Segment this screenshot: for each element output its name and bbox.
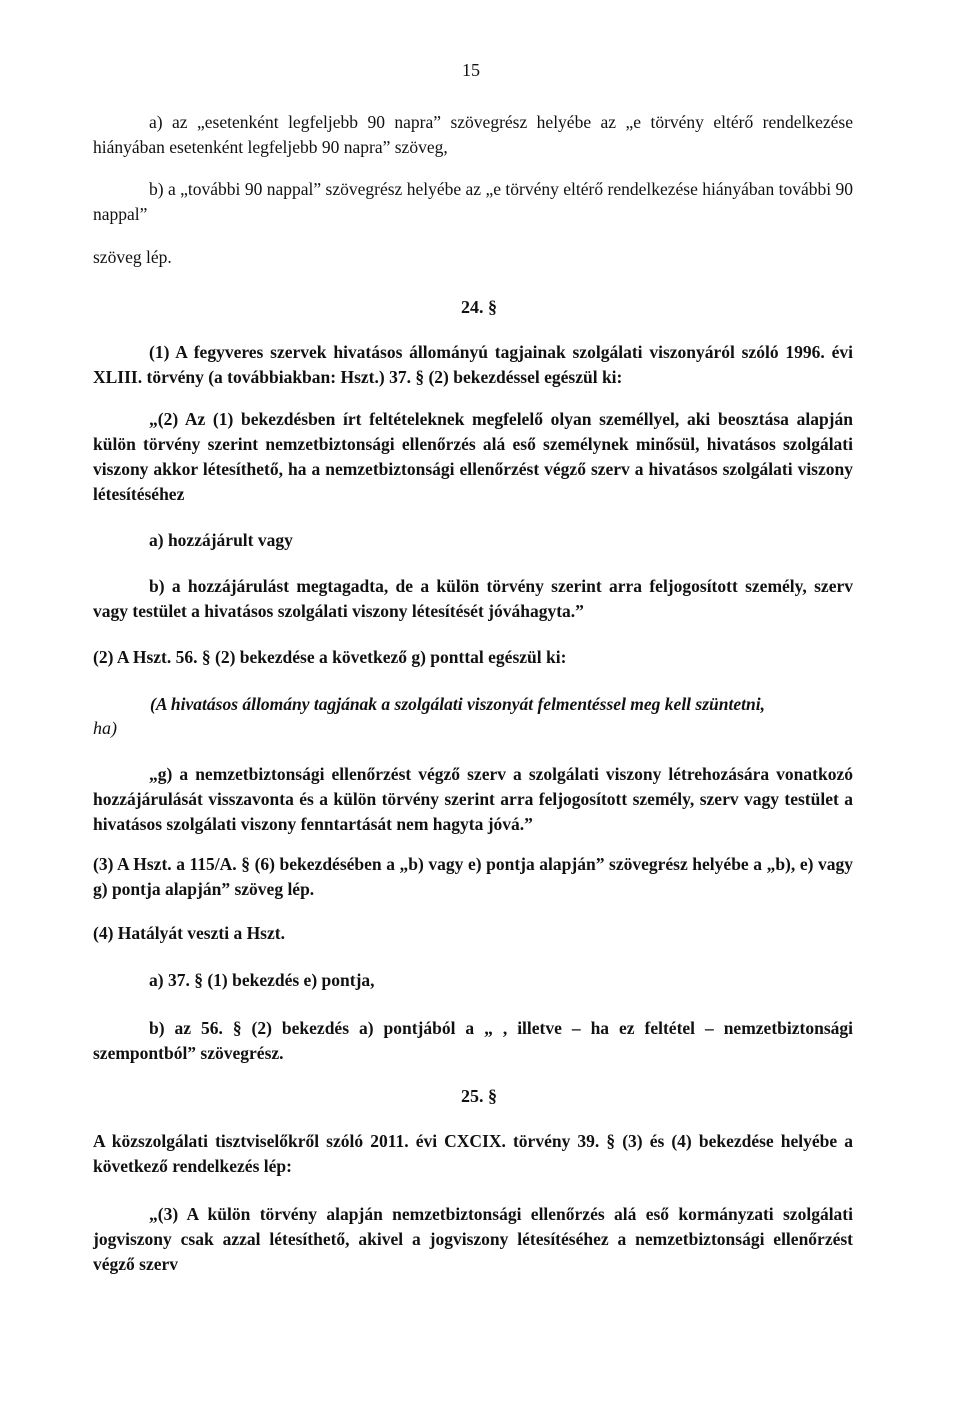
paragraph-b-56: b) az 56. § (2) bekezdés a) pontjából a „ , illetve – ha ez feltétel – nemzetbiztonsági szempontból” szövegrész.: [93, 1018, 853, 1063]
paragraph-italic-felmentes: (A hivatásos állomány tagjának a szolgálati viszonyát felmentéssel meg kell szüntetni,: [150, 694, 765, 714]
paragraph-3-hszt-115a: (3) A Hszt. a 115/A. § (6) bekezdésében a „b) vagy e) pontja alapján” szövegrész helyébe a „b), e) vagy g) pontja alapján” szöveg lép.: [93, 854, 853, 899]
paragraph-kozszolgalati: A közszolgálati tisztviselőkről szóló 2011. évi CXCIX. törvény 39. § (3) és (4) bekezdése helyébe a következő rendelkezés lép:: [93, 1131, 853, 1176]
paragraph-b-hozzajarulast: b) a hozzájárulást megtagadta, de a külön törvény szerint arra feljogosított személy, szerv vagy testület a hivatásos szolgálati viszony létesítését jóváhagyta.”: [93, 576, 853, 621]
section-heading-25-text: 25. §: [461, 1086, 497, 1106]
paragraph-quoted-2: „(2) Az (1) bekezdésben írt feltételeknek megfelelő olyan személlyel, aki beosztása alapján külön törvény szerint nemzetbiztonsági ellenőrzés alá eső személynek minősül, hivatásos szolgálati viszony akkor létesíthető, ha a nemzetbiztonsági ellenőrzést végző szerv a hivatásos szolgálati viszony létesítéséhez: [93, 409, 853, 504]
paragraph-szoveg-lep: szöveg lép.: [93, 247, 172, 267]
paragraph-a-37: a) 37. § (1) bekezdés e) pontja,: [149, 970, 375, 990]
paragraph-b-tovabbi: b) a „további 90 nappal” szövegrész helyébe az „e törvény eltérő rendelkezése hiányában további 90 nappal”: [93, 179, 853, 224]
section-heading-24: [0, 297, 960, 318]
page-number: 15: [462, 60, 480, 80]
label-ha: ha): [93, 718, 117, 738]
section-heading-25: [0, 1086, 960, 1107]
paragraph-4-hatalyat-veszti: (4) Hatályát veszti a Hszt.: [93, 923, 285, 943]
paragraph-2-hszt-56: (2) A Hszt. 56. § (2) bekezdése a következő g) ponttal egészül ki:: [93, 647, 567, 667]
paragraph-a-esetenkent: a) az „esetenként legfeljebb 90 napra” szövegrész helyébe az „e törvény eltérő rendelkezése hiányában esetenként legfeljebb 90 napra” szöveg,: [93, 112, 853, 157]
section-heading-24-text: 24. §: [461, 297, 497, 317]
paragraph-quoted-3: „(3) A külön törvény alapján nemzetbiztonsági ellenőrzés alá eső kormányzati szolgálati jogviszony csak azzal létesíthető, akivel a jogviszony létesítéséhez a nemzetbiztonsági ellenőrzést végző szerv: [93, 1204, 853, 1274]
paragraph-a-hozzajarult: a) hozzájárult vagy: [149, 530, 293, 550]
paragraph-g-nemzetbiztonsagi: „g) a nemzetbiztonsági ellenőrzést végző szerv a szolgálati viszony létrehozására vonatkozó hozzájárulását visszavonta és a külön törvény szerint arra feljogosított személy, szerv vagy testület a hivatásos szolgálati viszony fenntartását nem hagyta jóvá.”: [93, 764, 853, 834]
paragraph-1-fegyveres-szervek: (1) A fegyveres szervek hivatásos állományú tagjainak szolgálati viszonyáról szóló 1996. évi XLIII. törvény (a továbbiakban: Hszt.) 37. § (2) bekezdéssel egészül ki:: [93, 342, 853, 387]
